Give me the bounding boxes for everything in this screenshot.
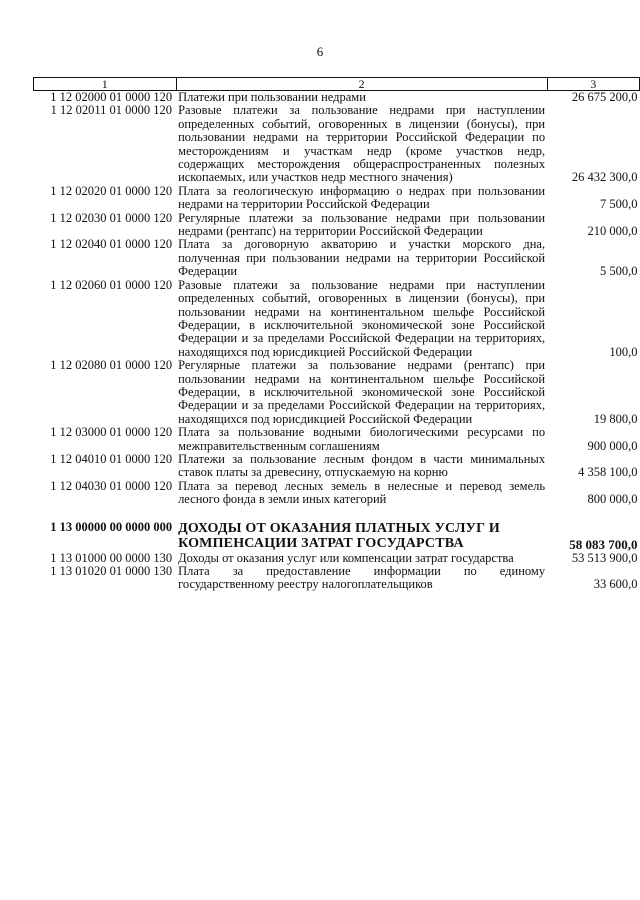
section-total-row: [34, 521, 640, 552]
page-number: 6: [316, 44, 324, 59]
row-name: Разовые платежи за пользование недрами при наступлении определенных событий, оговоренных в лицензии (бонусы), при пользовании недрами на континентальном шельфе Российской Федерации, в исключительной экономической зоне Российской Федерации и за пределами Российской Федерации на территориях, находящихся под юрисдикцией Российской Федерации: [178, 277, 546, 359]
row-code: 1 12 04010 01 0000 120: [50, 451, 173, 466]
table-row: [34, 480, 640, 507]
table-row: [34, 426, 640, 453]
row-name: ДОХОДЫ ОТ ОКАЗАНИЯ ПЛАТНЫХ УСЛУГ И КОМПЕНСАЦИИ ЗАТРАТ ГОСУДАРСТВА: [178, 520, 501, 552]
row-amount: 800 000,0: [587, 492, 638, 507]
row-amount: 58 083 700,0: [569, 537, 638, 553]
row-name: Разовые платежи за пользование недрами при наступлении определенных событий, оговоренных в лицензии (бонусы), при пользовании недрами на территории Российской Федерации по месторождениям и участкам недр (кроме участков недр, содержащих месторождения общераспространенных полезных ископаемых, или участков недр местного значения): [178, 103, 546, 185]
row-code: 1 13 01020 01 0000 130: [50, 564, 173, 578]
row-name: Плата за договорную акваторию и участки морского дна, полученная при пользовании недрами на территории Российской Федерации: [178, 237, 546, 279]
column-header-name: 2: [176, 78, 547, 91]
table-row: [34, 185, 640, 212]
row-amount: 4 358 100,0: [578, 465, 638, 480]
row-name: Платежи при пользовании недрами: [178, 90, 366, 104]
table-row: [34, 212, 640, 239]
table-row: [34, 453, 640, 480]
row-amount: 100,0: [609, 344, 638, 359]
row-code: 1 12 03000 01 0000 120: [50, 425, 173, 440]
table-row: [34, 104, 640, 184]
column-header-amount: 3: [547, 78, 639, 91]
row-name: Плата за перевод лесных земель в нелесные и перевод земель лесного фонда в земли иных категорий: [178, 478, 546, 507]
section-spacer: [34, 507, 640, 521]
revenue-table: [33, 77, 640, 592]
table-row: [34, 238, 640, 278]
table-row: [34, 552, 640, 565]
table-header-row: [34, 78, 640, 91]
row-code: 1 12 02000 01 0000 120: [50, 90, 173, 104]
row-name: Плата за предоставление информации по единому государственному реестру налогоплательщиков: [178, 564, 546, 592]
row-amount: 26 432 300,0: [571, 170, 638, 185]
row-code: 1 13 00000 00 0000 000: [50, 519, 173, 534]
row-code: 1 13 01000 00 0000 130: [50, 550, 173, 565]
table-row: [34, 359, 640, 426]
table-row: [34, 91, 640, 105]
row-code: 1 12 02020 01 0000 120: [50, 183, 173, 198]
row-amount: 5 500,0: [600, 264, 638, 279]
row-amount: 33 600,0: [593, 577, 638, 592]
row-code: 1 12 02080 01 0000 120: [50, 358, 173, 373]
row-name: Платежи за пользование лесным фондом в части минимальных ставок платы за древесину, отпускаемую на корню: [178, 451, 546, 480]
table-row: [34, 565, 640, 592]
row-amount: 53 513 900,0: [571, 550, 638, 565]
table-row: [34, 279, 640, 359]
row-code: 1 12 04030 01 0000 120: [50, 478, 173, 493]
row-code: 1 12 02011 01 0000 120: [50, 103, 173, 118]
row-amount: 210 000,0: [587, 224, 638, 239]
row-amount: 26 675 200,0: [571, 90, 638, 104]
row-name: Регулярные платежи за пользование недрами (рентапс) при пользовании недрами на континентальном шельфе Российской Федерации, в исключительной экономической зоне Российской Федерации и за пределами Российской Федерации на территориях, находящихся под юрисдикцией Российской Федерации: [178, 358, 546, 426]
row-amount: 900 000,0: [587, 438, 638, 453]
row-name: Плата за геологическую информацию о недрах при пользовании недрами на территории Российской Федерации: [178, 183, 546, 212]
row-amount: 19 800,0: [593, 411, 638, 426]
row-code: 1 12 02060 01 0000 120: [50, 277, 173, 292]
row-name: Плата за пользование водными биологическими ресурсами по межправительственным соглашениям: [178, 425, 546, 453]
row-name: Регулярные платежи за пользование недрами при пользовании недрами (рентапс) на территории Российской Федерации: [178, 210, 546, 239]
row-code: 1 12 02040 01 0000 120: [50, 237, 173, 252]
row-name: Доходы от оказания услуг или компенсации затрат государства: [178, 550, 514, 565]
column-header-code: 1: [34, 78, 177, 91]
row-code: 1 12 02030 01 0000 120: [50, 210, 173, 225]
row-amount: 7 500,0: [600, 197, 638, 212]
